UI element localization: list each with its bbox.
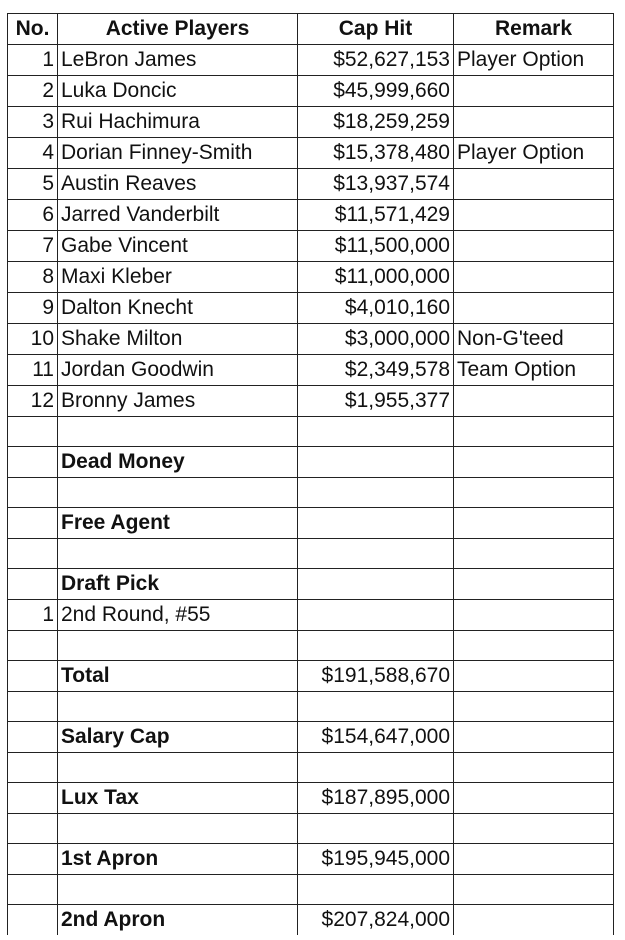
table-row [8, 355, 614, 386]
cell-remark: Player Option [454, 45, 614, 76]
header-no: No. [8, 14, 58, 45]
salary-table [7, 13, 614, 935]
table-row [8, 293, 614, 324]
cell-remark [454, 875, 614, 905]
cell-name: Dalton Knecht [58, 293, 298, 324]
table-row [8, 753, 614, 783]
cell-remark [454, 905, 614, 936]
cell-remark [454, 600, 614, 631]
header-remark: Remark [454, 14, 614, 45]
cell-cap-hit [298, 753, 454, 783]
cell-name: Shake Milton [58, 324, 298, 355]
salary-table-body [8, 14, 614, 936]
cell-no [8, 478, 58, 508]
cell-no [8, 783, 58, 814]
cell-cap-hit [298, 692, 454, 722]
cell-remark [454, 386, 614, 417]
cell-no [8, 844, 58, 875]
table-row [8, 138, 614, 169]
cell-cap-hit: $154,647,000 [298, 722, 454, 753]
cell-no: 10 [8, 324, 58, 355]
cell-cap-hit: $187,895,000 [298, 783, 454, 814]
cell-remark [454, 753, 614, 783]
cell-name: Bronny James [58, 386, 298, 417]
cell-name: Dorian Finney-Smith [58, 138, 298, 169]
cell-cap-hit: $45,999,660 [298, 76, 454, 107]
cell-no: 5 [8, 169, 58, 200]
cell-cap-hit: $191,588,670 [298, 661, 454, 692]
cell-no: 8 [8, 262, 58, 293]
table-row [8, 692, 614, 722]
cell-name [58, 753, 298, 783]
table-row [8, 844, 614, 875]
cell-no: 7 [8, 231, 58, 262]
cell-no: 4 [8, 138, 58, 169]
cell-remark [454, 631, 614, 661]
cell-remark [454, 447, 614, 478]
cell-remark [454, 692, 614, 722]
cell-remark [454, 814, 614, 844]
cell-name [58, 692, 298, 722]
cell-remark [454, 169, 614, 200]
cell-cap-hit: $207,824,000 [298, 905, 454, 936]
cell-cap-hit: $4,010,160 [298, 293, 454, 324]
table-row [8, 231, 614, 262]
cell-cap-hit: $13,937,574 [298, 169, 454, 200]
table-row [8, 200, 614, 231]
cell-no: 6 [8, 200, 58, 231]
cell-no: 12 [8, 386, 58, 417]
cell-no [8, 508, 58, 539]
cell-cap-hit [298, 447, 454, 478]
cell-remark: Team Option [454, 355, 614, 386]
cell-cap-hit: $18,259,259 [298, 107, 454, 138]
table-row [8, 661, 614, 692]
cell-name: Maxi Kleber [58, 262, 298, 293]
cell-no [8, 661, 58, 692]
cell-name: Jarred Vanderbilt [58, 200, 298, 231]
cell-name: Jordan Goodwin [58, 355, 298, 386]
cell-name: Lux Tax [58, 783, 298, 814]
cell-remark [454, 539, 614, 569]
table-row [8, 600, 614, 631]
cell-cap-hit: $11,000,000 [298, 262, 454, 293]
table-row [8, 386, 614, 417]
cell-remark [454, 783, 614, 814]
cell-name [58, 875, 298, 905]
table-row [8, 508, 614, 539]
table-row [8, 905, 614, 936]
cell-remark [454, 417, 614, 447]
cell-no [8, 875, 58, 905]
cell-remark [454, 508, 614, 539]
cell-name [58, 631, 298, 661]
cell-remark [454, 722, 614, 753]
cell-no [8, 539, 58, 569]
cell-remark [454, 661, 614, 692]
header-row [8, 14, 614, 45]
header-cap-hit: Cap Hit [298, 14, 454, 45]
cell-no [8, 417, 58, 447]
cell-no: 1 [8, 600, 58, 631]
cell-name: LeBron James [58, 45, 298, 76]
cell-name [58, 478, 298, 508]
cell-cap-hit: $52,627,153 [298, 45, 454, 76]
table-row [8, 262, 614, 293]
cell-name [58, 814, 298, 844]
cell-cap-hit [298, 417, 454, 447]
cell-no: 3 [8, 107, 58, 138]
cell-remark [454, 76, 614, 107]
cell-cap-hit [298, 539, 454, 569]
table-row [8, 569, 614, 600]
table-row [8, 417, 614, 447]
cell-remark [454, 569, 614, 600]
cell-no [8, 569, 58, 600]
cell-cap-hit [298, 478, 454, 508]
cell-name: Salary Cap [58, 722, 298, 753]
cell-cap-hit [298, 569, 454, 600]
table-row [8, 814, 614, 844]
cell-cap-hit [298, 631, 454, 661]
table-row [8, 107, 614, 138]
cell-name: Draft Pick [58, 569, 298, 600]
table-row [8, 45, 614, 76]
cell-remark [454, 844, 614, 875]
cell-name: 2nd Apron [58, 905, 298, 936]
cell-cap-hit [298, 814, 454, 844]
cell-no: 9 [8, 293, 58, 324]
cell-name: Rui Hachimura [58, 107, 298, 138]
cell-no [8, 692, 58, 722]
cell-name: Austin Reaves [58, 169, 298, 200]
table-row [8, 722, 614, 753]
cell-name: Total [58, 661, 298, 692]
cell-name: Dead Money [58, 447, 298, 478]
cell-name: 1st Apron [58, 844, 298, 875]
cell-remark [454, 107, 614, 138]
cell-cap-hit: $15,378,480 [298, 138, 454, 169]
table-row [8, 324, 614, 355]
cell-no: 1 [8, 45, 58, 76]
table-row [8, 875, 614, 905]
table-row [8, 447, 614, 478]
cell-no [8, 753, 58, 783]
header-active-players: Active Players [58, 14, 298, 45]
cell-no: 2 [8, 76, 58, 107]
cell-remark [454, 262, 614, 293]
cell-cap-hit: $1,955,377 [298, 386, 454, 417]
cell-cap-hit [298, 508, 454, 539]
cell-cap-hit: $11,500,000 [298, 231, 454, 262]
cell-no [8, 631, 58, 661]
cell-cap-hit [298, 875, 454, 905]
cell-cap-hit [298, 600, 454, 631]
cell-remark: Player Option [454, 138, 614, 169]
cell-no [8, 905, 58, 936]
cell-no: 11 [8, 355, 58, 386]
table-row [8, 539, 614, 569]
cell-cap-hit: $11,571,429 [298, 200, 454, 231]
cell-no [8, 814, 58, 844]
cell-name: Free Agent [58, 508, 298, 539]
cell-remark [454, 200, 614, 231]
cell-name [58, 417, 298, 447]
table-row [8, 478, 614, 508]
table-row [8, 783, 614, 814]
cell-name: Gabe Vincent [58, 231, 298, 262]
cell-name: Luka Doncic [58, 76, 298, 107]
table-row [8, 169, 614, 200]
table-row [8, 631, 614, 661]
cell-remark: Non-G'teed [454, 324, 614, 355]
cell-no [8, 722, 58, 753]
cell-remark [454, 293, 614, 324]
cell-cap-hit: $195,945,000 [298, 844, 454, 875]
cell-no [8, 447, 58, 478]
table-row [8, 76, 614, 107]
cell-cap-hit: $2,349,578 [298, 355, 454, 386]
cell-remark [454, 478, 614, 508]
cell-cap-hit: $3,000,000 [298, 324, 454, 355]
cell-name [58, 539, 298, 569]
cell-remark [454, 231, 614, 262]
cell-name: 2nd Round, #55 [58, 600, 298, 631]
